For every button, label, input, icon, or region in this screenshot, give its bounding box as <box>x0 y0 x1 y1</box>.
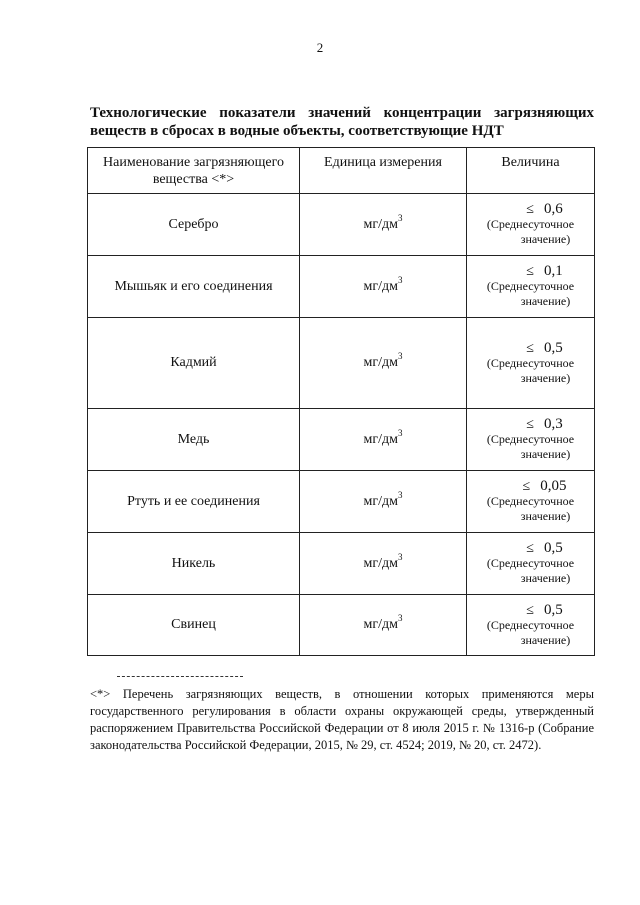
table-row <box>88 471 595 533</box>
substance-name: Серебро <box>168 216 219 232</box>
less-equal-sign: ≤ <box>526 202 534 217</box>
substance-cell <box>88 471 300 533</box>
value-note-line1: (Среднесуточное <box>486 617 575 632</box>
unit-superscript: 3 <box>397 489 403 500</box>
value-note-line2: значение) <box>520 370 571 385</box>
substance-cell <box>88 256 300 318</box>
unit-cell <box>300 318 467 409</box>
unit-cell <box>300 409 467 471</box>
header-value: Величина <box>467 148 595 194</box>
table-row <box>88 533 595 595</box>
footnote-separator <box>117 676 243 677</box>
value-cell <box>467 318 595 409</box>
unit-superscript: 3 <box>397 613 403 623</box>
less-equal-sign: ≤ <box>526 602 534 618</box>
unit-superscript: 3 <box>397 551 403 562</box>
substance-cell <box>88 409 300 471</box>
table-row <box>88 256 595 318</box>
unit-label: мг/дм <box>363 555 398 571</box>
unit-label: мг/дм <box>363 216 398 232</box>
less-equal-sign: ≤ <box>522 479 531 494</box>
value-cell <box>467 595 595 656</box>
substance-cell <box>88 318 300 409</box>
unit-cell <box>300 533 467 595</box>
value-note-line1: (Среднесуточное <box>486 494 575 508</box>
unit-cell <box>300 194 467 256</box>
less-equal-sign: ≤ <box>526 340 534 356</box>
substance-cell <box>88 595 300 656</box>
value-number: 0,5 <box>543 540 563 556</box>
value-note-line2: значение) <box>520 294 571 308</box>
unit-superscript: 3 <box>397 351 403 361</box>
value-cell <box>467 409 595 471</box>
value-cell <box>467 471 595 533</box>
value-note-line2: значение) <box>520 632 571 647</box>
value-note-line2: значение) <box>520 447 571 461</box>
unit-cell <box>300 471 467 533</box>
substance-name: Кадмий <box>170 355 217 370</box>
value-cell <box>467 533 595 595</box>
unit-label: мг/дм <box>363 431 398 447</box>
value-number: 0,5 <box>543 601 563 618</box>
value-note-line2: значение) <box>520 509 571 523</box>
unit-label: мг/дм <box>363 355 398 370</box>
unit-cell <box>300 256 467 318</box>
substance-name: Медь <box>177 431 210 447</box>
page-number: 2 <box>316 40 324 55</box>
table-row <box>88 595 595 656</box>
pollutants-table <box>87 147 595 656</box>
page-title: Технологические показатели значений концентрации загрязняющих веществ в сбросах в водные объекты, соответствующие НДТ <box>90 105 594 139</box>
substance-cell <box>88 533 300 595</box>
footnote: <*> Перечень загрязняющих веществ, в отношении которых применяются меры государственного регулирования в области охраны окружающей среды, утвержденный распоряжением Правительства Российской Федерации от 8 июля 2015 г. № 1316-р (Собрание законодательства Российской Федерации, 2015, № 29, ст. 4524; 2019, № 20, ст. 2472). <box>90 687 594 752</box>
unit-superscript: 3 <box>397 427 403 438</box>
table-row <box>88 409 595 471</box>
value-note-line1: (Среднесуточное <box>486 432 575 446</box>
unit-label: мг/дм <box>363 278 398 294</box>
less-equal-sign: ≤ <box>526 541 534 556</box>
unit-label: мг/дм <box>363 493 398 509</box>
substance-name: Ртуть и ее соединения <box>127 493 260 509</box>
value-number: 0,6 <box>543 201 563 217</box>
unit-superscript: 3 <box>397 274 403 285</box>
header-substance: Наименование загрязняющего вещества <*> <box>88 148 300 194</box>
unit-label: мг/дм <box>363 617 398 632</box>
value-number: 0,3 <box>543 416 563 432</box>
value-note-line1: (Среднесуточное <box>486 355 575 370</box>
header-unit: Единица измерения <box>300 148 467 194</box>
value-number: 0,1 <box>543 263 563 279</box>
unit-cell <box>300 595 467 656</box>
value-note-line2: значение) <box>520 571 571 585</box>
value-note-line1: (Среднесуточное <box>486 217 575 231</box>
table-row <box>88 318 595 409</box>
substance-name: Никель <box>171 555 216 571</box>
table-row <box>88 194 595 256</box>
value-cell <box>467 194 595 256</box>
less-equal-sign: ≤ <box>526 417 534 432</box>
value-note-line1: (Среднесуточное <box>486 556 575 570</box>
substance-name: Свинец <box>171 617 216 632</box>
substance-name: Мышьяк и его соединения <box>114 278 273 294</box>
value-cell <box>467 256 595 318</box>
unit-superscript: 3 <box>397 212 403 223</box>
table-header-row <box>88 148 595 194</box>
value-note-line2: значение) <box>520 232 571 246</box>
less-equal-sign: ≤ <box>526 264 534 279</box>
substance-cell <box>88 194 300 256</box>
value-number: 0,05 <box>540 478 567 494</box>
value-number: 0,5 <box>543 339 563 356</box>
value-note-line1: (Среднесуточное <box>486 279 575 293</box>
